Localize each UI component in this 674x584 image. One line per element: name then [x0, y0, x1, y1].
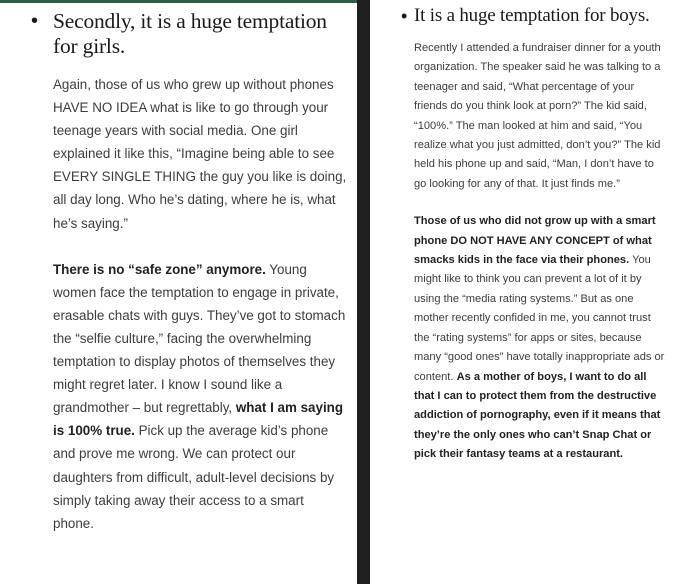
bold-text-segment: There is no “safe zone” anymore.: [53, 261, 266, 277]
bold-text-segment: As a mother of boys, I want to do all that I can to protect them from the destructive addiction of pornography, even if it means that they’re the only ones who can’t Snap Chat or pick their fantasy teams at a restaurant.: [414, 370, 661, 461]
section-heading: [25, 9, 347, 59]
bold-text-segment: Those of us who did not grow up with a smart phone DO NOT HAVE ANY CONCEPT of what smacks kids in the face via their phones.: [414, 215, 656, 267]
text-segment: You might like to think you can prevent a lot of it by using the “media rating systems.” But as one mother recently confided in me, you cannot trust the “rating systems” for apps or sites, because many “good ones” have totally inappropriate ads or content.: [414, 254, 665, 383]
text-segment: Again, those of us who grew up without phones HAVE NO IDEA what is like to go through your teenage years with social media. One girl explained it like this, “Imagine being able to see EVERY SINGLE THING the guy you like is doing, all day long. Who he’s dating, where he is, what he’s saying.”: [53, 77, 347, 231]
section-heading: [398, 5, 668, 27]
text-segment: Pick up the average kid’s phone and prove me wrong. We can protect our daughters from difficult, adult-level decisions by simply taking away their access to a smart phone.: [53, 423, 335, 531]
heading-text: Secondly, it is a huge temptation for girls.: [53, 9, 327, 58]
text-segment: Young women face the temptation to engage in private, erasable chats with guys. They’ve got to stomach the “selfie culture,” facing the overwhelming temptation to display photos of themselves they might regret later. I know I sound like a grandmother – but regrettably,: [53, 261, 346, 416]
paragraph: [25, 73, 347, 235]
paragraph: [398, 39, 668, 194]
heading-text: It is a huge temptation for boys.: [414, 5, 650, 26]
text-segment: Recently I attended a fundraiser dinner for a youth organization. The speaker said he was talking to a teenager and said, “What percentage of your friends do you think look at porn?” The kid said, “100%.” The man looked at him and said, “You realize what you just admitted, don’t you?” The kid held his phone up and said, “Man, I don’t have to go looking for any of that. It just finds me.”: [414, 42, 661, 190]
bold-text-segment: what I am saying is 100% true.: [53, 400, 344, 439]
right-article-panel: [370, 0, 674, 584]
paragraph: [398, 212, 668, 464]
bullet-icon: •: [31, 10, 38, 32]
paragraph: [25, 258, 347, 535]
bullet-icon: •: [401, 6, 408, 26]
